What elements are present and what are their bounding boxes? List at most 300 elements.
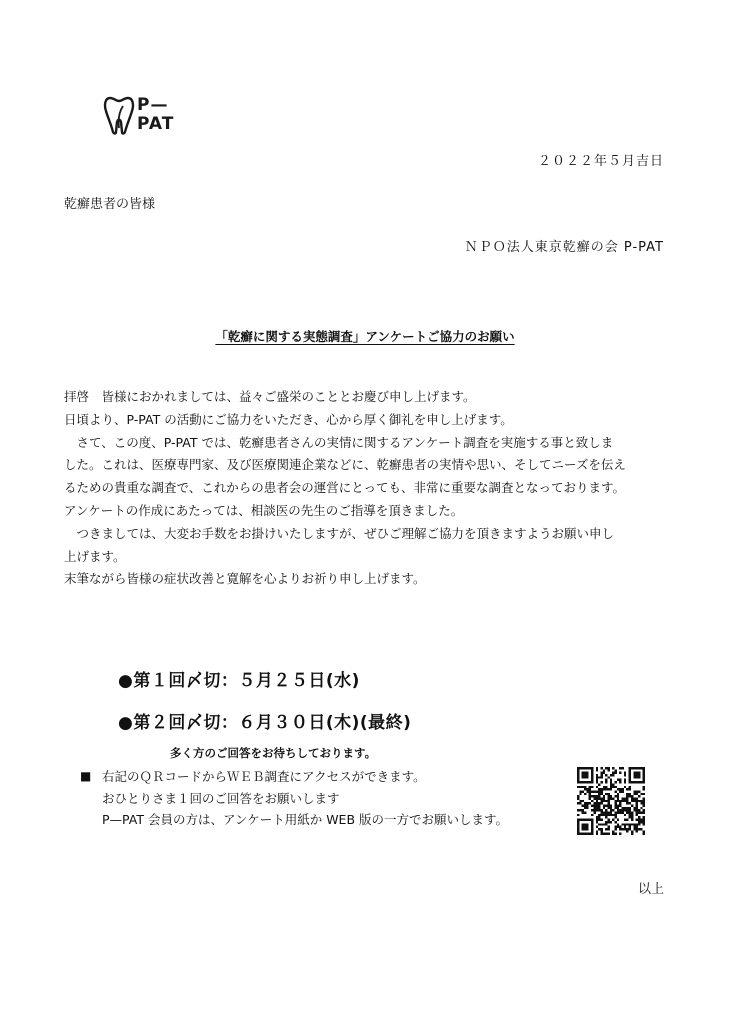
qr-module (631, 800, 633, 802)
qr-module (584, 788, 586, 790)
qr-module (629, 788, 631, 790)
qr-module (622, 800, 624, 802)
qr-module (619, 809, 621, 811)
qr-module (596, 816, 598, 818)
qr-module (596, 767, 598, 769)
qr-module (629, 793, 631, 795)
qr-module (577, 781, 579, 783)
qr-module (600, 833, 602, 835)
qr-module (610, 779, 612, 781)
qr-module (631, 823, 633, 825)
body-line: さて、この度、P-PAT では、乾癬患者さんの実情に関するアンケート調査を実施する事と致しま (64, 434, 614, 450)
addressee: 乾癬患者の皆様 (64, 197, 156, 212)
qr-module (584, 805, 586, 807)
qr-module (626, 793, 628, 795)
qr-module (615, 814, 617, 816)
qr-module (589, 819, 591, 821)
qr-module (589, 833, 591, 835)
qr-module (582, 833, 584, 835)
qr-module (643, 779, 645, 781)
document-title-text: 「乾癬に関する実態調査」アンケートご協力のお願い (215, 329, 515, 344)
qr-module (579, 833, 581, 835)
qr-module (579, 790, 581, 792)
qr-module (607, 819, 609, 821)
qr-module (600, 772, 602, 774)
qr-module (633, 767, 635, 769)
qr-module (596, 833, 598, 835)
qr-module (629, 769, 631, 771)
qr-module (589, 781, 591, 783)
qr-module (636, 772, 638, 774)
qr-module (643, 788, 645, 790)
qr-module (626, 823, 628, 825)
qr-module (603, 807, 605, 809)
qr-module (640, 802, 642, 804)
qr-module (638, 772, 640, 774)
qr-code-graphic (577, 767, 645, 835)
qr-module (596, 805, 598, 807)
qr-module (622, 807, 624, 809)
qr-module (600, 793, 602, 795)
qr-module (626, 828, 628, 830)
qr-module (591, 828, 593, 830)
qr-module (643, 767, 645, 769)
qr-module (605, 781, 607, 783)
second-deadline: ●第２回〆切：６月３０日(木)(最終) (118, 713, 412, 733)
qr-module (612, 830, 614, 832)
qr-module (605, 816, 607, 818)
qr-module (636, 828, 638, 830)
qr-module (640, 807, 642, 809)
qr-module (643, 812, 645, 814)
qr-module (600, 790, 602, 792)
qr-module (596, 800, 598, 802)
qr-module (610, 797, 612, 799)
qr-module (600, 800, 602, 802)
qr-module (586, 772, 588, 774)
qr-module (636, 774, 638, 776)
qr-module (600, 776, 602, 778)
qr-module (631, 781, 633, 783)
qr-module (619, 800, 621, 802)
qr-module (629, 814, 631, 816)
qr-module (636, 826, 638, 828)
qr-module (586, 788, 588, 790)
qr-module (600, 781, 602, 783)
qr-module (638, 790, 640, 792)
body-line: アンケートの作成にあたっては、相談医の先生のご指導を頂きました。 (64, 502, 464, 518)
qr-module (603, 786, 605, 788)
web-survey-line: 右記のＱＲコードからＷＥＢ調査にアクセスができます。 (102, 769, 426, 784)
qr-module (629, 816, 631, 818)
qr-module (629, 772, 631, 774)
qr-module (615, 772, 617, 774)
qr-module (591, 774, 593, 776)
qr-module (612, 814, 614, 816)
body-line: つきましては、大変お手数をお掛けいたしますが、ぜひご理解ご協力を頂きますようお願い申し (64, 525, 615, 541)
qr-module (582, 809, 584, 811)
qr-module (577, 809, 579, 811)
qr-module (577, 767, 579, 769)
qr-module (596, 774, 598, 776)
qr-module (615, 769, 617, 771)
qr-module (607, 828, 609, 830)
qr-module (582, 786, 584, 788)
qr-module (591, 767, 593, 769)
qr-module (622, 790, 624, 792)
qr-module (603, 788, 605, 790)
qr-module (643, 800, 645, 802)
qr-module (596, 802, 598, 804)
qr-module (598, 809, 600, 811)
qr-module (577, 802, 579, 804)
qr-module (603, 797, 605, 799)
qr-module (631, 830, 633, 832)
qr-module (638, 809, 640, 811)
qr-module (589, 802, 591, 804)
qr-module (577, 795, 579, 797)
qr-module (582, 772, 584, 774)
qr-module (591, 833, 593, 835)
qr-module (619, 805, 621, 807)
qr-module (619, 826, 621, 828)
first-deadline: ●第１回〆切：５月２５日(水) (118, 671, 360, 691)
logo-line-2: PAT (137, 114, 175, 134)
qr-module (600, 814, 602, 816)
qr-module (612, 772, 614, 774)
qr-module (617, 788, 619, 790)
qr-module (643, 809, 645, 811)
qr-module (633, 776, 635, 778)
qr-module (643, 819, 645, 821)
qr-module (598, 788, 600, 790)
qr-module (605, 814, 607, 816)
qr-module (598, 793, 600, 795)
qr-module (631, 795, 633, 797)
qr-module (617, 779, 619, 781)
qr-module (591, 772, 593, 774)
qr-module (612, 809, 614, 811)
qr-module (615, 826, 617, 828)
qr-module (586, 833, 588, 835)
qr-module (596, 830, 598, 832)
qr-module (640, 819, 642, 821)
qr-module (617, 805, 619, 807)
qr-module (596, 819, 598, 821)
qr-module (610, 788, 612, 790)
qr-module (615, 807, 617, 809)
qr-module (605, 800, 607, 802)
logo-wordmark (137, 96, 174, 134)
qr-module (600, 823, 602, 825)
qr-module (610, 812, 612, 814)
qr-module (596, 786, 598, 788)
qr-module (596, 779, 598, 781)
qr-module (619, 828, 621, 830)
qr-module (636, 830, 638, 832)
response-request-note: 多く方のご回答をお待ちしております。 (170, 746, 377, 760)
qr-module (622, 797, 624, 799)
qr-module (638, 816, 640, 818)
qr-module (584, 772, 586, 774)
web-survey-line: おひとりさま１回のご回答をお願いします (102, 790, 340, 806)
qr-module (612, 833, 614, 835)
qr-module (624, 772, 626, 774)
qr-module (626, 795, 628, 797)
qr-module (636, 767, 638, 769)
qr-module (598, 795, 600, 797)
qr-module (584, 781, 586, 783)
qr-module (624, 814, 626, 816)
qr-module (600, 797, 602, 799)
qr-module (619, 767, 621, 769)
qr-module (615, 781, 617, 783)
qr-module (610, 805, 612, 807)
qr-module (607, 814, 609, 816)
qr-module (638, 795, 640, 797)
qr-module (626, 807, 628, 809)
qr-module (615, 816, 617, 818)
qr-module (577, 828, 579, 830)
square-bullet-icon: ■ (80, 769, 92, 783)
qr-module (636, 809, 638, 811)
qr-module (643, 797, 645, 799)
qr-module (624, 807, 626, 809)
qr-module (603, 800, 605, 802)
qr-module (615, 828, 617, 830)
qr-module (584, 807, 586, 809)
qr-module (633, 790, 635, 792)
qr-module (610, 795, 612, 797)
qr-module (607, 807, 609, 809)
qr-module (582, 800, 584, 802)
qr-module (626, 788, 628, 790)
qr-module (633, 826, 635, 828)
qr-module (615, 790, 617, 792)
qr-module (607, 795, 609, 797)
body-line: 日頃より、P-PAT の活動にご協力をいただき、心から厚く御礼を申し上げます。 (64, 411, 513, 427)
qr-module (584, 793, 586, 795)
qr-module (607, 800, 609, 802)
qr-module (631, 814, 633, 816)
qr-module (624, 797, 626, 799)
qr-module (596, 795, 598, 797)
qr-module (624, 809, 626, 811)
qr-module (619, 812, 621, 814)
qr-module (582, 790, 584, 792)
qr-module (584, 819, 586, 821)
qr-module (638, 774, 640, 776)
qr-module (577, 833, 579, 835)
qr-module (617, 797, 619, 799)
qr-module (591, 769, 593, 771)
closing-remark: 以上 (637, 882, 664, 897)
qr-module (626, 802, 628, 804)
qr-module (612, 797, 614, 799)
qr-module (617, 812, 619, 814)
qr-module (629, 786, 631, 788)
qr-module (593, 809, 595, 811)
qr-module (593, 797, 595, 799)
qr-module (605, 809, 607, 811)
qr-module (577, 797, 579, 799)
qr-module (615, 795, 617, 797)
qr-module (600, 819, 602, 821)
body-line: 末筆ながら皆様の症状改善と寛解を心よりお祈り申し上げます。 (64, 571, 426, 587)
qr-module (643, 802, 645, 804)
qr-module (598, 828, 600, 830)
qr-module (586, 776, 588, 778)
qr-module (610, 821, 612, 823)
qr-module (589, 790, 591, 792)
qr-module (631, 805, 633, 807)
qr-module (598, 814, 600, 816)
qr-module (596, 807, 598, 809)
qr-module (589, 793, 591, 795)
qr-module (596, 781, 598, 783)
qr-module (615, 805, 617, 807)
qr-module (607, 826, 609, 828)
qr-module (607, 767, 609, 769)
qr-module (607, 797, 609, 799)
qr-module (605, 788, 607, 790)
qr-module (586, 805, 588, 807)
qr-module (586, 819, 588, 821)
body-line: 拝啓 皆様におかれましては、益々ご盛栄のこととお慶び申し上げます。 (64, 389, 476, 404)
qr-module (633, 772, 635, 774)
qr-module (577, 830, 579, 832)
qr-module (577, 774, 579, 776)
qr-module (626, 800, 628, 802)
qr-module (577, 823, 579, 825)
qr-module (617, 800, 619, 802)
qr-module (615, 786, 617, 788)
qr-module (598, 783, 600, 785)
qr-module (605, 805, 607, 807)
qr-module (577, 814, 579, 816)
qr-module (636, 797, 638, 799)
qr-module (610, 786, 612, 788)
qr-module (598, 823, 600, 825)
qr-module (636, 800, 638, 802)
qr-module (586, 807, 588, 809)
qr-module (610, 781, 612, 783)
qr-module (589, 786, 591, 788)
qr-module (619, 772, 621, 774)
qr-module (577, 786, 579, 788)
qr-module (636, 793, 638, 795)
qr-module (607, 788, 609, 790)
qr-module (598, 807, 600, 809)
qr-module (617, 809, 619, 811)
qr-module (593, 802, 595, 804)
qr-module (643, 769, 645, 771)
qr-module (615, 800, 617, 802)
qr-module (577, 779, 579, 781)
qr-module (615, 833, 617, 835)
qr-module (605, 821, 607, 823)
qr-module (638, 828, 640, 830)
qr-module (582, 828, 584, 830)
qr-module (586, 781, 588, 783)
qr-module (591, 805, 593, 807)
qr-module (624, 800, 626, 802)
qr-module (596, 769, 598, 771)
body-line: るための貴重な調査で、これからの患者会の運営にとっても、非常に重要な調査となっております。 (64, 480, 626, 496)
qr-module (636, 812, 638, 814)
qr-module (624, 828, 626, 830)
qr-module (591, 809, 593, 811)
qr-module (629, 767, 631, 769)
qr-module (631, 797, 633, 799)
web-survey-line: P—PAT 会員の方は、アンケート用紙か WEB 版の一方でお願いします。 (102, 812, 508, 827)
qr-module (596, 809, 598, 811)
qr-module (577, 821, 579, 823)
qr-module (593, 807, 595, 809)
qr-module (643, 793, 645, 795)
qr-module (579, 767, 581, 769)
qr-module (605, 767, 607, 769)
qr-module (636, 814, 638, 816)
qr-module (615, 802, 617, 804)
qr-module (605, 828, 607, 830)
qr-module (622, 788, 624, 790)
qr-module (584, 767, 586, 769)
qr-module (591, 821, 593, 823)
qr-module (622, 823, 624, 825)
qr-module (633, 793, 635, 795)
qr-code-icon[interactable] (577, 767, 645, 835)
qr-module (640, 793, 642, 795)
qr-module (589, 788, 591, 790)
qr-module (605, 833, 607, 835)
qr-module (607, 812, 609, 814)
qr-module (600, 812, 602, 814)
qr-module (586, 767, 588, 769)
qr-module (612, 774, 614, 776)
qr-module (643, 805, 645, 807)
logo-line-1: P— (137, 95, 169, 115)
qr-module (640, 781, 642, 783)
qr-module (636, 805, 638, 807)
qr-module (612, 783, 614, 785)
qr-module (633, 807, 635, 809)
qr-module (603, 769, 605, 771)
qr-module (638, 800, 640, 802)
qr-module (584, 774, 586, 776)
qr-module (624, 779, 626, 781)
qr-module (591, 819, 593, 821)
qr-module (636, 802, 638, 804)
qr-module (591, 823, 593, 825)
qr-module (615, 821, 617, 823)
qr-module (631, 833, 633, 835)
qr-module (622, 828, 624, 830)
qr-module (586, 790, 588, 792)
qr-module (589, 795, 591, 797)
qr-module (636, 790, 638, 792)
qr-module (591, 781, 593, 783)
qr-module (591, 786, 593, 788)
qr-module (626, 797, 628, 799)
qr-module (633, 828, 635, 830)
qr-module (596, 776, 598, 778)
qr-module (629, 828, 631, 830)
qr-module (603, 805, 605, 807)
qr-module (591, 779, 593, 781)
qr-module (593, 790, 595, 792)
qr-module (582, 812, 584, 814)
